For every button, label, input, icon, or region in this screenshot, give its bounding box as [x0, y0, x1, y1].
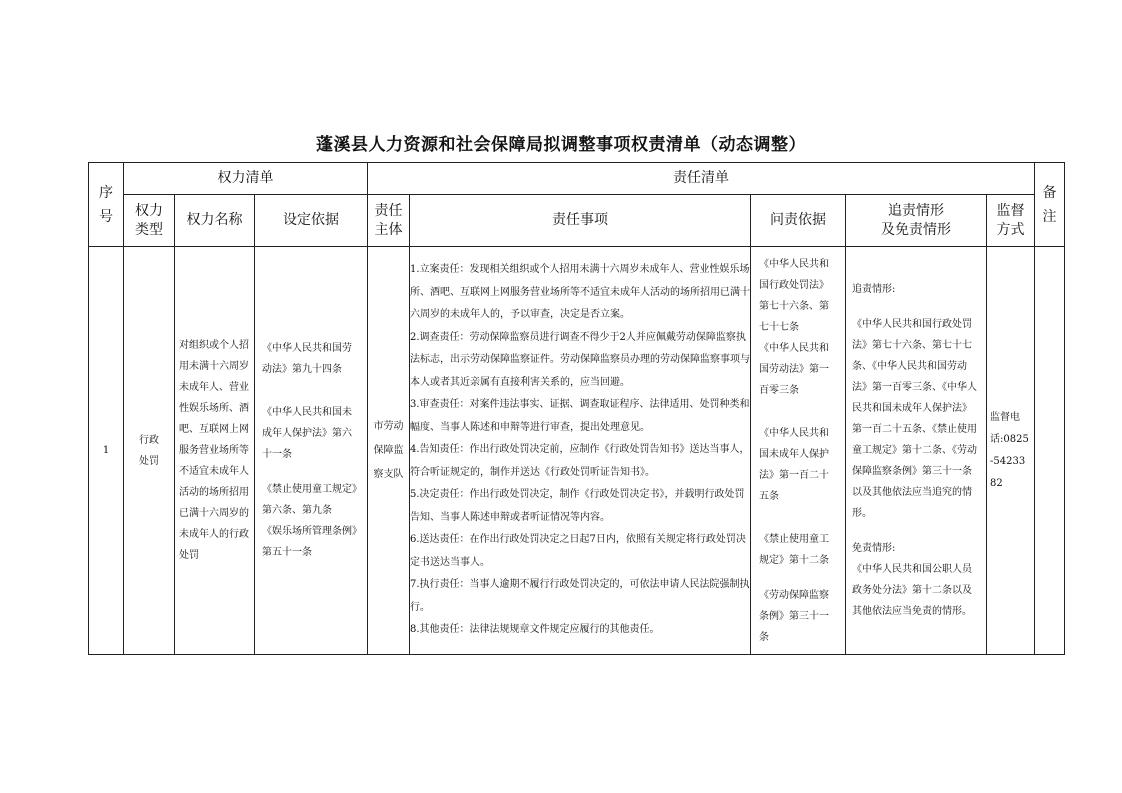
duty-item: 4.告知责任：作出行政处罚决定前，应制作《行政处罚告知书》送达当事人，符合听证规定的，制作并送达《行政处罚听证告知书》。 [410, 444, 750, 478]
duty-item: 6.送达责任：在作出行政处罚决定之日起7日内，依照有关规定将行政处罚决定书送达当事人。 [410, 534, 746, 568]
cell-power-type: 行政处罚 [124, 247, 175, 655]
accountability-item: 《劳动保障监察条例》第三十一条 [759, 589, 829, 643]
exempt-label: 免责情形: [852, 543, 896, 554]
cell-duty-items [410, 247, 751, 655]
header-accountability: 问责依据 [751, 195, 846, 247]
duty-item: 3.审查责任：对案件违法事实、证据、调查取证程序、法律适用、处罚种类和幅度、当事人陈述和申辩等进行审查，提出处理意见。 [410, 399, 750, 433]
cell-exemption [846, 247, 987, 655]
accountability-item: 《禁止使用童工规定》第十二条 [759, 533, 829, 566]
cell-remark [1035, 247, 1065, 655]
duty-item: 1.立案责任：发现相关组织或个人招用未满十六周岁未成年人、营业性娱乐场所、酒吧、互联网上网服务营业场所等不适宜未成年人活动的场所招用已满十六周岁的未成年人的，予以审查，决定是否立案。 [410, 264, 750, 321]
header-row-2 [89, 195, 1065, 247]
table-row [89, 247, 1065, 655]
basis-item: 《中华人民共和国劳动法》第九十四条 [262, 343, 352, 375]
cell-basis [255, 247, 368, 655]
duty-item: 5.决定责任：作出行政处罚决定，制作《行政处罚决定书》，并载明行政处罚告知、当事人陈述申辩或者听证情况等内容。 [410, 489, 745, 523]
pursue-label: 追责情形: [852, 284, 896, 295]
basis-item: 《娱乐场所管理条例》第五十一条 [262, 526, 357, 558]
accountability-item: 《中华人民共和国行政处罚法》第七十六条、第七十七条 [759, 258, 829, 333]
cell-supervision: 监督电话:0825-5423382 [987, 247, 1035, 655]
header-row-1 [89, 163, 1065, 195]
header-basis: 设定依据 [255, 195, 368, 247]
header-remark: 备注 [1035, 163, 1065, 247]
cell-subject: 市劳动保障监察支队 [368, 247, 410, 655]
pursue-text: 《中华人民共和国行政处罚法》第七十六条、第七十七条、《中华人民共和国劳动法》第一百零三条、《中华人民共和国未成年人保护法》第一百二十五条、《禁止使用童工规定》第十二条、《劳动保障监察条例》第三十一条以及其他依法应当追究的情形。 [852, 319, 977, 519]
cell-accountability [751, 247, 846, 655]
header-duty-items: 责任事项 [410, 195, 751, 247]
accountability-table [88, 162, 1065, 655]
basis-item: 《禁止使用童工规定》第六条、第九条 [262, 484, 357, 516]
basis-item: 《中华人民共和国未成年人保护法》第六十一条 [262, 407, 352, 460]
cell-power-name: 对组织或个人招用未满十六周岁未成年人、营业性娱乐场所、酒吧、互联网上网服务营业场所等不适宜未成年人活动的场所招用已满十六周岁的未成年人的行政处罚 [175, 247, 255, 655]
header-power-type: 权力类型 [124, 195, 175, 247]
duty-item: 8.其他责任：法律法规规章文件规定应履行的其他责任。 [410, 624, 660, 636]
accountability-item: 《中华人民共和国未成年人保护法》第一百二十五条 [759, 427, 829, 502]
header-power-name: 权力名称 [175, 195, 255, 247]
accountability-item: 《中华人民共和国劳动法》第一百零三条 [759, 342, 829, 396]
duty-item: 2.调查责任：劳动保障监察员进行调查不得少于2人并应佩戴劳动保障监察执法标志，出示劳动保障监察证件。劳动保障监察员办理的劳动保障监察事项与本人或者其近亲属有直接利害关系的，应当回避。 [410, 331, 750, 388]
header-subject: 责任主体 [368, 195, 410, 247]
header-duty-list: 责任清单 [368, 163, 1035, 195]
header-exemption: 追责情形 及免责情形 [846, 195, 987, 247]
header-supervision: 监督方式 [987, 195, 1035, 247]
exempt-text: 《中华人民共和国公职人员政务处分法》第十二条以及其他依法应当免责的情形。 [852, 564, 972, 617]
duty-item: 7.执行责任：当事人逾期不履行行政处罚决定的，可依法申请人民法院强制执行。 [410, 579, 750, 613]
header-seq: 序号 [89, 163, 124, 247]
document-title: 蓬溪县人力资源和社会保障局拟调整事项权责清单（动态调整） [316, 135, 806, 155]
cell-seq: 1 [89, 247, 124, 655]
header-power-list: 权力清单 [124, 163, 368, 195]
